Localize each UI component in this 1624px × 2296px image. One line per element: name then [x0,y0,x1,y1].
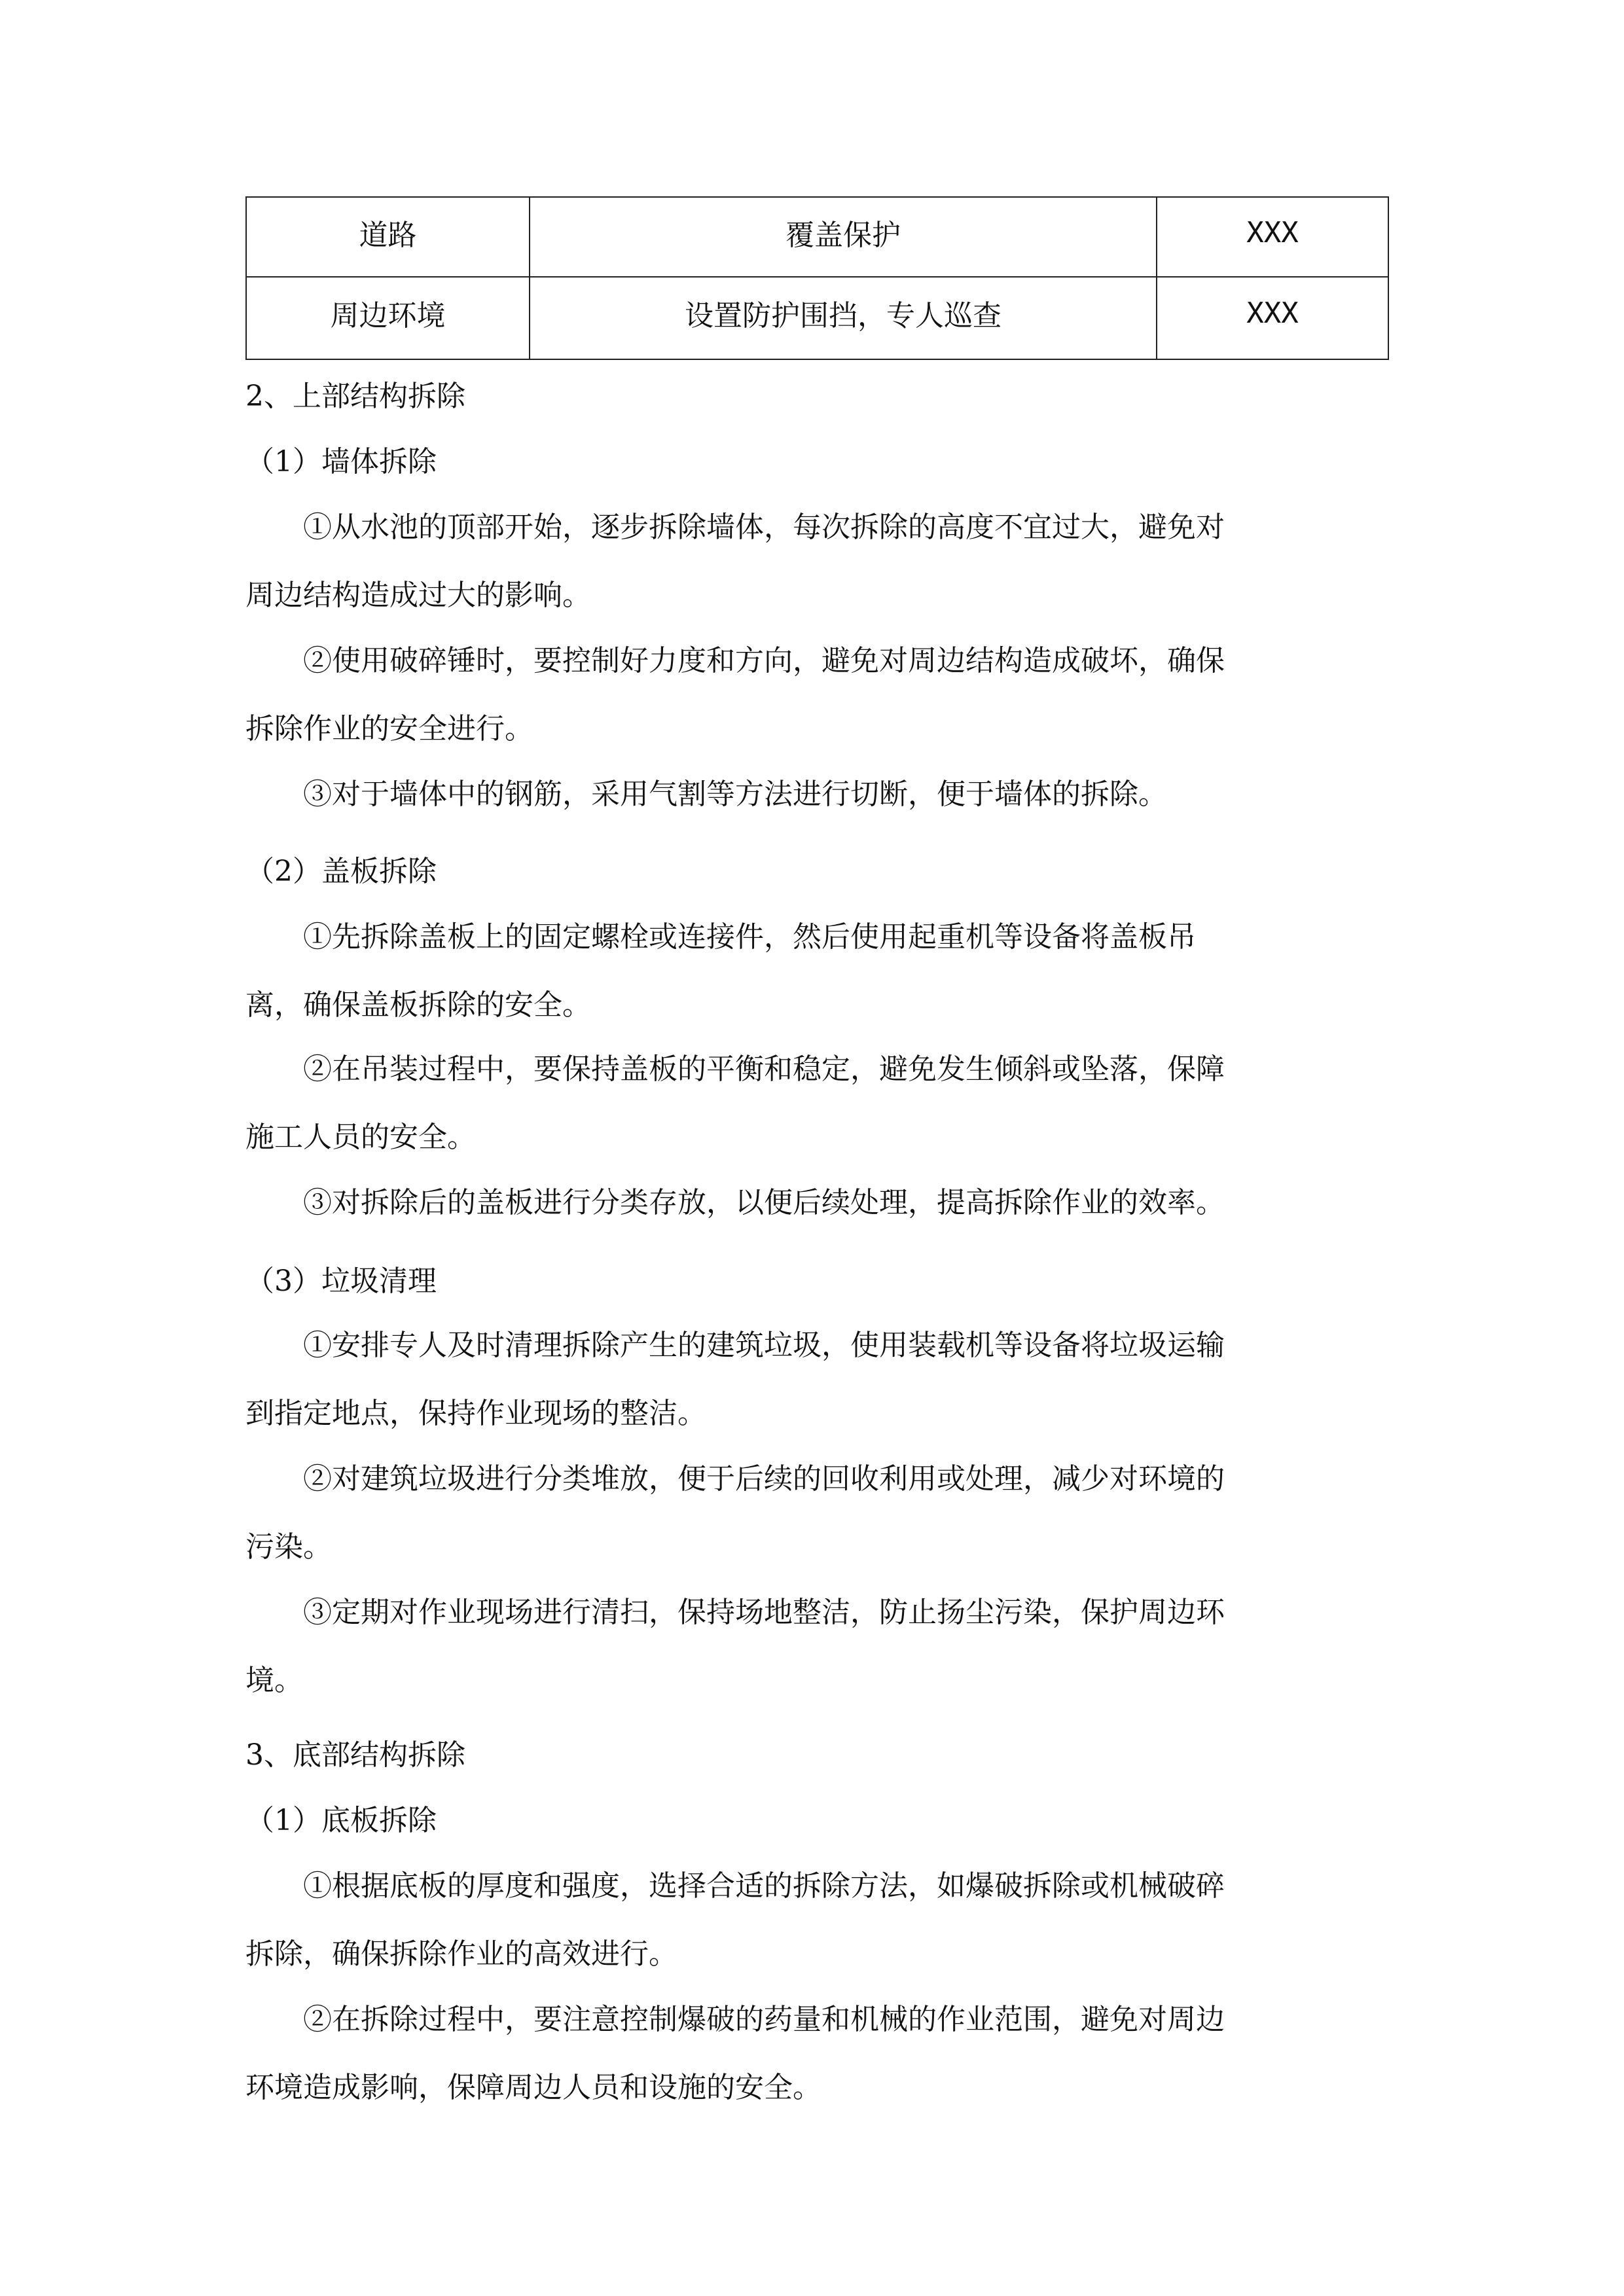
paragraph-line: 到指定地点，保持作业现场的整洁。 [245,1397,706,1430]
table-cell-area: 周边环境 [246,277,530,359]
paragraph-line: ③定期对作业现场进行清扫，保持场地整洁，防止扬尘污染，保护周边环 [303,1596,1225,1629]
subsection-title: （3）垃圾清理 [245,1265,437,1298]
section-heading: 2、上部结构拆除 [245,380,465,413]
subsection-title: （1）底板拆除 [245,1804,437,1837]
paragraph [245,493,1388,630]
paragraph-line: 施工人员的安全。 [245,1121,476,1154]
subsection-title: （2）盖板拆除 [245,855,437,888]
paragraph-line: ②使用破碎锤时，要控制好力度和方向，避免对周边结构造成破坏，确保 [303,644,1225,677]
paragraph-line: 环境造成影响，保障周边人员和设施的安全。 [245,2071,821,2104]
paragraph [245,903,1388,1039]
paragraph-line: ①从水池的顶部开始，逐步拆除墙体，每次拆除的高度不宜过大，避免对 [303,511,1225,544]
paragraph-line: ②对建筑垃圾进行分类堆放，便于后续的回收利用或处理，减少对环境的 [303,1462,1225,1496]
paragraph-line: 拆除作业的安全进行。 [245,712,533,745]
paragraph [245,1579,1388,1715]
table-row [246,277,1388,359]
paragraph [245,1169,1388,1237]
subsection-title: （1）墙体拆除 [245,445,437,478]
paragraph-line: ②在吊装过程中，要保持盖板的平衡和稳定，避免发生倾斜或坠落，保障 [303,1052,1225,1086]
paragraph-line: 周边结构造成过大的影响。 [245,579,591,612]
paragraph-line: ②在拆除过程中，要注意控制爆破的药量和机械的作业范围，避免对周边 [303,2003,1225,2036]
paragraph-line: ①安排专人及时清理拆除产生的建筑垃圾，使用装载机等设备将垃圾运输 [303,1329,1225,1362]
table-row [246,197,1388,277]
paragraph [245,1312,1388,1448]
protection-measures-table [245,196,1389,360]
table-cell-person: XXX [1157,277,1388,359]
paragraph [245,1986,1388,2122]
table-cell-person: XXX [1157,197,1388,277]
paragraph-line: 拆除，确保拆除作业的高效进行。 [245,1937,677,1971]
paragraph [245,1852,1388,1988]
paragraph-line: ①先拆除盖板上的固定螺栓或连接件，然后使用起重机等设备将盖板吊 [303,920,1196,954]
paragraph-line: ③对拆除后的盖板进行分类存放，以便后续处理，提高拆除作业的效率。 [303,1186,1225,1219]
paragraph-line: 境。 [245,1664,303,1697]
paragraph-line: ③对于墙体中的钢筋，采用气割等方法进行切断，便于墙体的拆除。 [303,778,1167,811]
paragraph [245,1445,1388,1581]
paragraph [245,1035,1388,1172]
table-cell-measure: 设置防护围挡，专人巡查 [530,277,1157,359]
paragraph-line: ①根据底板的厚度和强度，选择合适的拆除方法，如爆破拆除或机械破碎 [303,1869,1225,1903]
table-cell-area: 道路 [246,197,530,277]
paragraph [245,761,1388,829]
paragraph-line: 污染。 [245,1530,332,1564]
table-cell-measure: 覆盖保护 [530,197,1157,277]
paragraph-line: 离，确保盖板拆除的安全。 [245,988,591,1022]
paragraph [245,627,1388,763]
section-heading: 3、底部结构拆除 [245,1738,465,1772]
